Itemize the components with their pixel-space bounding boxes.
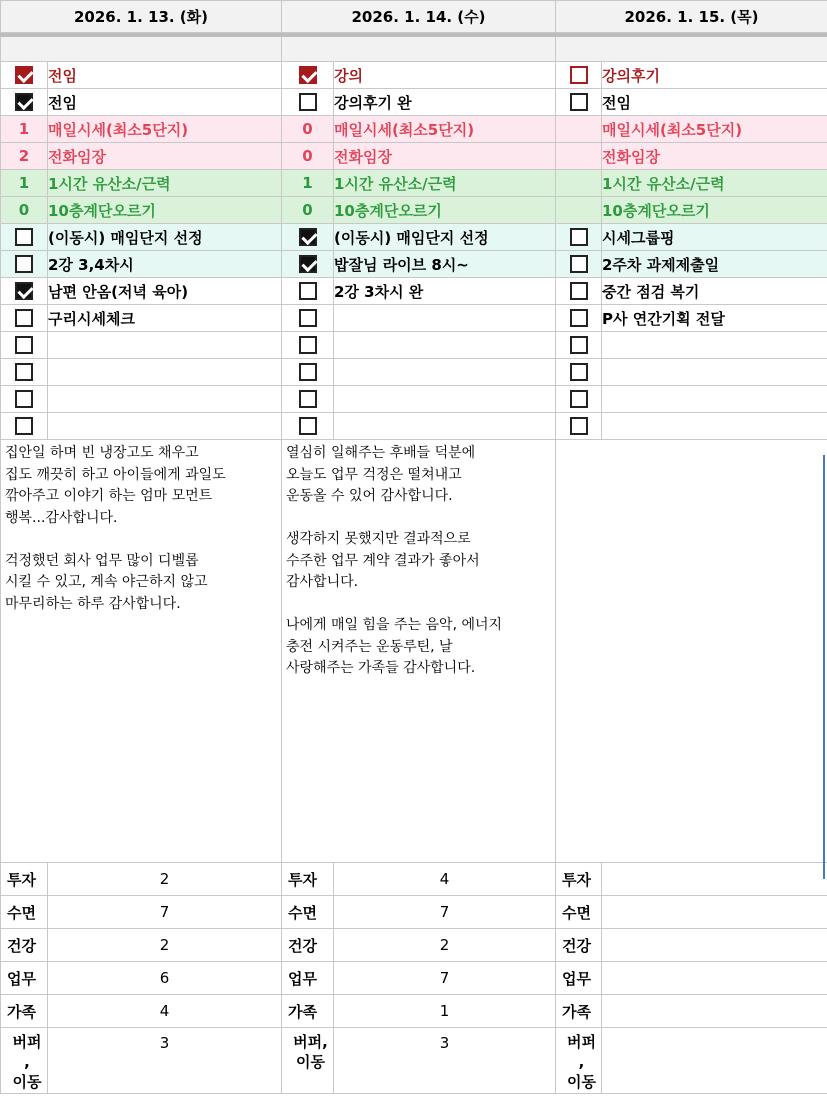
task-checkbox[interactable]: [15, 390, 33, 408]
task-checkbox[interactable]: [299, 282, 317, 300]
priority-label[interactable]: 전임: [48, 89, 282, 116]
task-checkbox[interactable]: [299, 363, 317, 381]
checkbox-cell: [282, 251, 334, 278]
task-checkbox[interactable]: [299, 417, 317, 435]
daily-habit-count[interactable]: 0: [282, 143, 334, 170]
daily-habit-label: 전화임장: [48, 143, 282, 170]
task-label[interactable]: 2강 3,4차시: [48, 251, 282, 278]
priority-checkbox[interactable]: [15, 93, 33, 111]
priority-checkbox[interactable]: [299, 93, 317, 111]
checkbox-cell: [282, 359, 334, 386]
task-checkbox[interactable]: [570, 309, 588, 327]
daily-habit-count[interactable]: 0: [282, 116, 334, 143]
task-checkbox[interactable]: [570, 336, 588, 354]
task-label[interactable]: [48, 386, 282, 413]
daily-habit-label: 전화임장: [334, 143, 556, 170]
score-category: 수면: [282, 896, 334, 929]
task-checkbox[interactable]: [299, 390, 317, 408]
task-checkbox[interactable]: [15, 336, 33, 354]
daily-habit-label: 매일시세(최소5단지): [334, 116, 556, 143]
task-label[interactable]: [602, 359, 827, 386]
score-category: 버퍼 , 이동: [556, 1028, 602, 1094]
score-value[interactable]: 4: [48, 995, 282, 1028]
exercise-habit-label: 10층계단오르기: [48, 197, 282, 224]
task-label[interactable]: [48, 413, 282, 440]
task-checkbox[interactable]: [15, 363, 33, 381]
checkbox-cell: [556, 89, 602, 116]
task-label[interactable]: (이동시) 매임단지 선정: [48, 224, 282, 251]
score-category: 수면: [556, 896, 602, 929]
score-value[interactable]: 4: [334, 863, 556, 896]
priority-checkbox[interactable]: [570, 66, 588, 84]
task-checkbox[interactable]: [15, 417, 33, 435]
score-category: 투자: [282, 863, 334, 896]
checkbox-cell: [556, 278, 602, 305]
score-value[interactable]: 3: [48, 1028, 282, 1094]
checkbox-cell: [556, 359, 602, 386]
task-label[interactable]: [334, 305, 556, 332]
task-label[interactable]: [602, 386, 827, 413]
checkbox-cell: [282, 386, 334, 413]
blank-row: [556, 37, 827, 62]
task-checkbox[interactable]: [299, 336, 317, 354]
task-label[interactable]: P사 연간기획 전달: [602, 305, 827, 332]
task-label[interactable]: 구리시세체크: [48, 305, 282, 332]
task-label[interactable]: 밥잘님 라이브 8시~: [334, 251, 556, 278]
daily-habit-label: 매일시세(최소5단지): [602, 116, 827, 143]
priority-checkbox[interactable]: [299, 66, 317, 84]
checkbox-cell: [282, 278, 334, 305]
exercise-habit-label: 1시간 유산소/근력: [602, 170, 827, 197]
exercise-habit-count[interactable]: 0: [282, 197, 334, 224]
blank-row: [282, 37, 556, 62]
gratitude-journal[interactable]: 열심히 일해주는 후배들 덕분에 오늘도 업무 걱정은 떨쳐내고 운동올 수 있어 감사합니다. 생각하지 못했지만 결과적으로 수주한 업무 계약 결과가 좋아서 감사합니다. 나에게 매일 힘을 주는 음악, 에너지 충전 시켜주는 운동루틴, 날 사랑해주는 가족들 감사합니다.: [282, 440, 556, 863]
checkbox-cell: [556, 386, 602, 413]
checkbox-cell: [282, 224, 334, 251]
score-value[interactable]: 7: [48, 896, 282, 929]
score-value[interactable]: 1: [334, 995, 556, 1028]
score-value[interactable]: 7: [334, 962, 556, 995]
daily-habit-count[interactable]: [556, 116, 602, 143]
priority-label[interactable]: 전임: [48, 62, 282, 89]
score-category: 업무: [1, 962, 48, 995]
task-label[interactable]: [48, 332, 282, 359]
date-header: 2026. 1. 13. (화): [1, 1, 282, 33]
task-label[interactable]: 남편 안옴(저녁 육아): [48, 278, 282, 305]
checkbox-cell: [1, 251, 48, 278]
daily-habit-label: 전화임장: [602, 143, 827, 170]
score-category: 투자: [1, 863, 48, 896]
checkbox-cell: [282, 89, 334, 116]
checkbox-cell: [282, 332, 334, 359]
checkbox-cell: [282, 305, 334, 332]
score-category: 수면: [1, 896, 48, 929]
priority-checkbox[interactable]: [15, 66, 33, 84]
checkbox-cell: [1, 413, 48, 440]
task-label[interactable]: 시세그룹핑: [602, 224, 827, 251]
exercise-habit-count[interactable]: 0: [1, 197, 48, 224]
checkbox-cell: [1, 89, 48, 116]
score-value[interactable]: 2: [48, 863, 282, 896]
task-checkbox[interactable]: [570, 282, 588, 300]
score-category: 업무: [556, 962, 602, 995]
task-checkbox[interactable]: [15, 309, 33, 327]
score-value[interactable]: [602, 929, 827, 962]
task-checkbox[interactable]: [299, 228, 317, 246]
exercise-habit-count[interactable]: 1: [1, 170, 48, 197]
gratitude-journal[interactable]: 집안일 하며 빈 냉장고도 채우고 집도 깨끗히 하고 아이들에게 과일도 깎아주고 이야기 하는 엄마 모먼트 행복...감사합니다. 걱정했던 회사 업무 많이 디벨롭 시킬 수 있고, 계속 야근하지 않고 마무리하는 하루 감사합니다.: [1, 440, 282, 863]
checkbox-cell: [1, 62, 48, 89]
score-value[interactable]: 7: [334, 896, 556, 929]
blank-row: [1, 37, 282, 62]
score-value[interactable]: [602, 962, 827, 995]
score-value[interactable]: 2: [48, 929, 282, 962]
task-label[interactable]: [334, 386, 556, 413]
task-checkbox[interactable]: [570, 417, 588, 435]
checkbox-cell: [1, 359, 48, 386]
task-label[interactable]: [602, 332, 827, 359]
task-label[interactable]: 2주차 과제제출일: [602, 251, 827, 278]
task-checkbox[interactable]: [570, 228, 588, 246]
score-value[interactable]: [602, 1028, 827, 1094]
task-checkbox[interactable]: [15, 228, 33, 246]
exercise-habit-count[interactable]: [556, 170, 602, 197]
task-label[interactable]: [48, 359, 282, 386]
daily-habit-label: 매일시세(최소5단지): [48, 116, 282, 143]
exercise-habit-count[interactable]: 1: [282, 170, 334, 197]
score-category: 버퍼, 이동: [282, 1028, 334, 1094]
priority-label[interactable]: 강의: [334, 62, 556, 89]
exercise-habit-count[interactable]: [556, 197, 602, 224]
score-value[interactable]: 2: [334, 929, 556, 962]
score-category: 가족: [1, 995, 48, 1028]
checkbox-cell: [556, 332, 602, 359]
task-checkbox[interactable]: [15, 282, 33, 300]
checkbox-cell: [1, 278, 48, 305]
task-label[interactable]: [334, 332, 556, 359]
score-category: 건강: [282, 929, 334, 962]
daily-habit-count[interactable]: [556, 143, 602, 170]
task-label[interactable]: [334, 413, 556, 440]
checkbox-cell: [1, 224, 48, 251]
checkbox-cell: [282, 413, 334, 440]
checkbox-cell: [556, 305, 602, 332]
score-category: 업무: [282, 962, 334, 995]
score-value[interactable]: 3: [334, 1028, 556, 1094]
checkbox-cell: [556, 251, 602, 278]
task-label[interactable]: [334, 359, 556, 386]
gratitude-journal[interactable]: [556, 440, 827, 863]
priority-checkbox[interactable]: [570, 93, 588, 111]
task-label[interactable]: (이동시) 매임단지 선정: [334, 224, 556, 251]
exercise-habit-label: 10층계단오르기: [602, 197, 827, 224]
daily-habit-count[interactable]: 2: [1, 143, 48, 170]
exercise-habit-label: 1시간 유산소/근력: [334, 170, 556, 197]
priority-label[interactable]: 강의후기: [602, 62, 827, 89]
checkbox-cell: [556, 62, 602, 89]
score-category: 가족: [282, 995, 334, 1028]
priority-label[interactable]: 전임: [602, 89, 827, 116]
task-checkbox[interactable]: [299, 309, 317, 327]
score-category: 버퍼 , 이동: [1, 1028, 48, 1094]
daily-habit-count[interactable]: 1: [1, 116, 48, 143]
score-category: 가족: [556, 995, 602, 1028]
score-value[interactable]: [602, 896, 827, 929]
checkbox-cell: [1, 332, 48, 359]
selection-edge: [823, 455, 825, 879]
exercise-habit-label: 10층계단오르기: [334, 197, 556, 224]
task-checkbox[interactable]: [15, 255, 33, 273]
priority-label[interactable]: 강의후기 완: [334, 89, 556, 116]
task-checkbox[interactable]: [570, 363, 588, 381]
checkbox-cell: [556, 413, 602, 440]
date-header: 2026. 1. 14. (수): [282, 1, 556, 33]
task-label[interactable]: 2강 3차시 완: [334, 278, 556, 305]
checkbox-cell: [556, 224, 602, 251]
task-label[interactable]: [602, 413, 827, 440]
task-checkbox[interactable]: [299, 255, 317, 273]
score-category: 건강: [1, 929, 48, 962]
exercise-habit-label: 1시간 유산소/근력: [48, 170, 282, 197]
score-value[interactable]: [602, 995, 827, 1028]
task-checkbox[interactable]: [570, 390, 588, 408]
score-value[interactable]: [602, 863, 827, 896]
score-category: 건강: [556, 929, 602, 962]
score-category: 투자: [556, 863, 602, 896]
checkbox-cell: [282, 62, 334, 89]
checkbox-cell: [1, 386, 48, 413]
date-header: 2026. 1. 15. (목): [556, 1, 827, 33]
score-value[interactable]: 6: [48, 962, 282, 995]
task-label[interactable]: 중간 점검 복기: [602, 278, 827, 305]
task-checkbox[interactable]: [570, 255, 588, 273]
checkbox-cell: [1, 305, 48, 332]
